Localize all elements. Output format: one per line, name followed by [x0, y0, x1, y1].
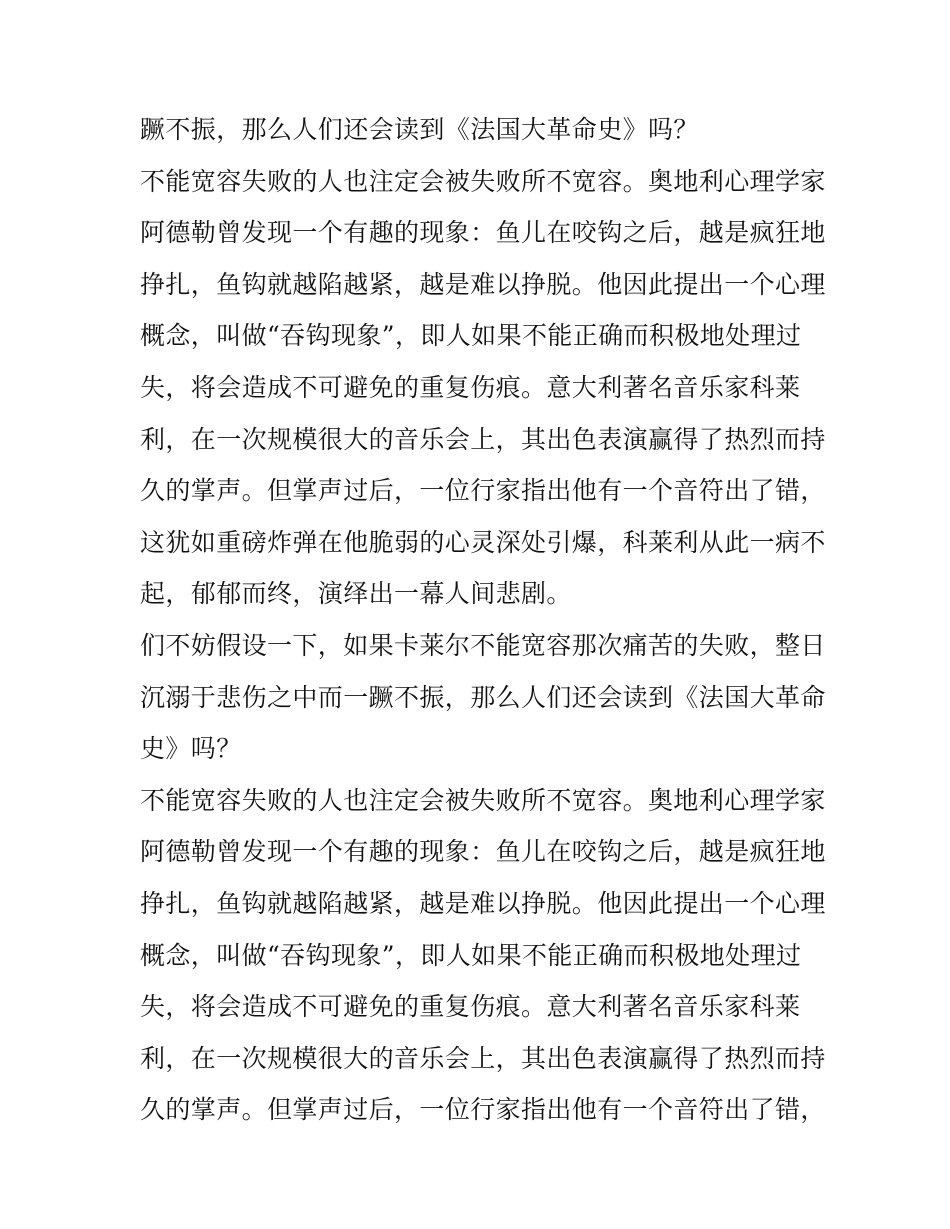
text-line: 失，将会造成不可避免的重复伤痕。意大利著名音乐家科莱 — [140, 992, 801, 1022]
text-line: 蹶不振，那么人们还会读到《法国大革命史》吗？ — [140, 115, 699, 144]
text-line: 久的掌声。但掌声过后，一位行家指出他有一个音符出了错， — [140, 1095, 826, 1125]
text-line: 概念，叫做“吞钩现象”，即人如果不能正确而积极地处理过 — [140, 321, 802, 351]
text-line: 们不妨假设一下，如果卡莱尔不能宽容那次痛苦的失败，整日 — [140, 630, 826, 660]
text-line: 不能宽容失败的人也注定会被失败所不宽容。奥地利心理学家 — [140, 166, 826, 196]
text-line: 这犹如重磅炸弹在他脆弱的心灵深处引爆，科莱利从此一病不 — [140, 527, 826, 557]
text-line: 史》吗？ — [140, 734, 242, 764]
text-line: 挣扎，鱼钩就越陷越紧，越是难以挣脱。他因此提出一个心理 — [140, 269, 826, 299]
text-line: 挣扎，鱼钩就越陷越紧，越是难以挣脱。他因此提出一个心理 — [140, 888, 826, 918]
text-line: 沉溺于悲伤之中而一蹶不振，那么人们还会读到《法国大革命 — [140, 682, 826, 712]
document-body — [140, 104, 830, 1136]
text-line: 不能宽容失败的人也注定会被失败所不宽容。奥地利心理学家 — [140, 785, 826, 815]
text-line: 利，在一次规模很大的音乐会上，其出色表演赢得了热烈而持 — [140, 1043, 826, 1073]
text-line: 失，将会造成不可避免的重复伤痕。意大利著名音乐家科莱 — [140, 372, 801, 402]
text-line: 阿德勒曾发现一个有趣的现象：鱼儿在咬钩之后，越是疯狂地 — [140, 218, 826, 248]
text-line: 概念，叫做“吞钩现象”，即人如果不能正确而积极地处理过 — [140, 940, 802, 970]
text-line: 久的掌声。但掌声过后，一位行家指出他有一个音符出了错， — [140, 476, 826, 506]
text-line: 利，在一次规模很大的音乐会上，其出色表演赢得了热烈而持 — [140, 424, 826, 454]
text-line: 起，郁郁而终，演绎出一幕人间悲剧。 — [140, 579, 572, 609]
text-line: 阿德勒曾发现一个有趣的现象：鱼儿在咬钩之后，越是疯狂地 — [140, 837, 826, 867]
